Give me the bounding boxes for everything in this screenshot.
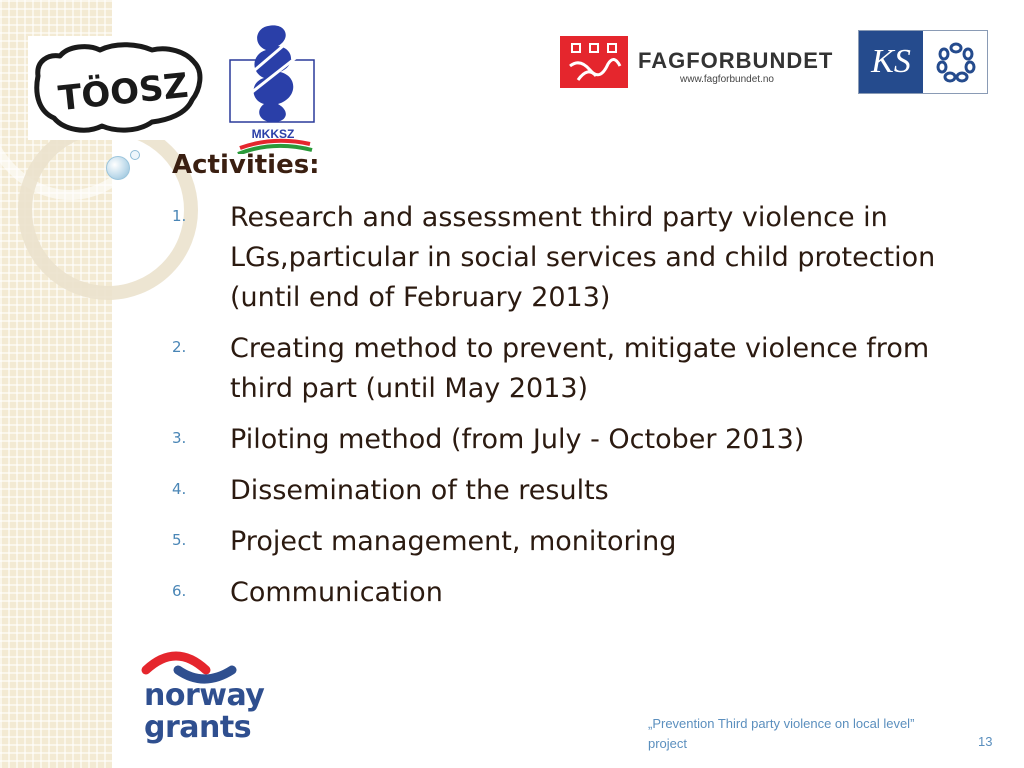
activity-list: [172, 198, 972, 624]
fagforbundet-people-icon: [560, 36, 628, 88]
ks-chain-ring-icon: [925, 31, 987, 93]
ks-logo-text: KS: [859, 31, 923, 93]
mkksz-logo-text: MKKSZ: [251, 127, 295, 141]
slide-heading: Activities:: [172, 150, 320, 180]
decorative-arc: [18, 120, 198, 300]
activity-text: Project management, monitoring: [230, 526, 677, 557]
fagforbundet-logo: [560, 36, 840, 90]
decorative-bubble: [106, 156, 130, 180]
norway-grants-line2: grants: [144, 710, 252, 745]
page-number: 13: [978, 734, 993, 749]
activity-text: Research and assessment third party violence in LGs,particular in social services and child protection (until end of February 2013): [230, 202, 936, 313]
toosz-logo-text: TÖOSZ: [56, 65, 191, 120]
mkksz-emblem-icon: [228, 20, 318, 154]
mkksz-logo: [228, 20, 318, 154]
toosz-hungary-map-icon: [28, 36, 206, 140]
activity-number: 6.: [172, 582, 187, 600]
activity-number: 2.: [172, 338, 187, 356]
activity-item-2: [172, 329, 972, 409]
norway-grants-line1: norway: [144, 678, 265, 713]
activity-number: 3.: [172, 429, 187, 447]
fagforbundet-url: www.fagforbundet.no: [680, 74, 774, 85]
activity-number: 1.: [172, 207, 187, 225]
activity-text: Creating method to prevent, mitigate violence from third part (until May 2013): [230, 333, 930, 404]
activity-item-3: [172, 420, 972, 460]
fagforbundet-name: FAGFORBUNDET: [638, 48, 834, 73]
activity-item-1: [172, 198, 972, 318]
toosz-logo: [28, 36, 206, 140]
activity-number: 5.: [172, 531, 187, 549]
activity-text: Piloting method (from July - October 2013): [230, 424, 805, 455]
activity-text: Communication: [230, 577, 443, 608]
activity-text: Dissemination of the results: [230, 475, 609, 506]
activity-item-5: [172, 522, 972, 562]
ks-logo: [858, 30, 988, 94]
activity-number: 4.: [172, 480, 187, 498]
activity-item-6: [172, 573, 972, 613]
norway-grants-logo: [140, 640, 290, 750]
decorative-bubble: [130, 150, 140, 160]
activity-item-4: [172, 471, 972, 511]
footer-project-title: „Prevention Third party violence on local level” project: [648, 716, 915, 751]
